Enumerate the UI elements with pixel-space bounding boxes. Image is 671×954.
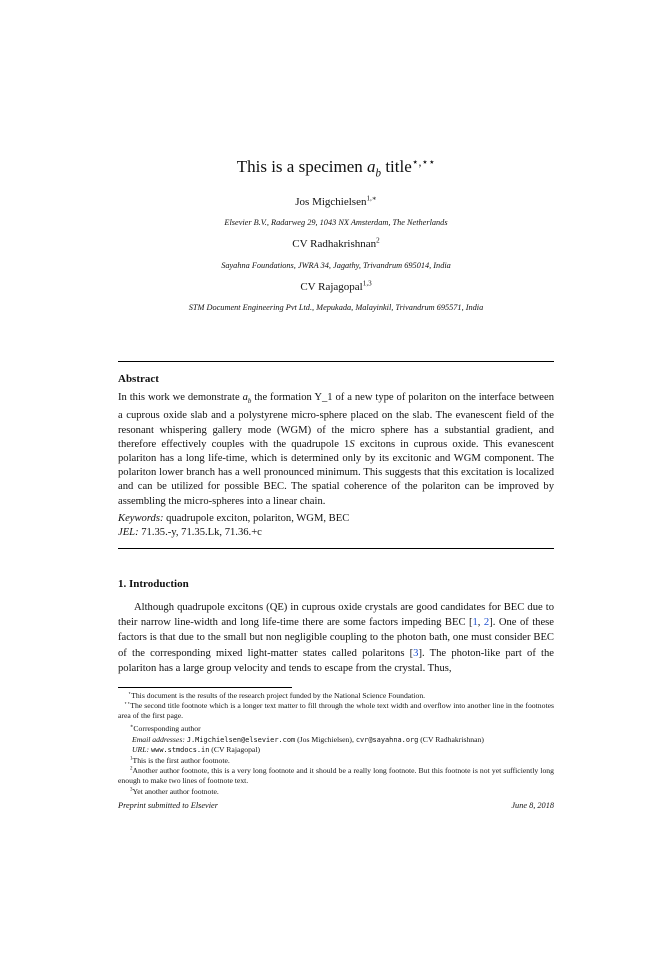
email-link[interactable]: J.Migchielsen@elsevier.com: [186, 736, 296, 744]
footnote: ⋆This document is the results of the research project funded by the National Science Foundation.: [128, 691, 426, 700]
abstract-heading: Abstract: [118, 373, 159, 385]
paper-title: This is a specimen $a_b$ title⋆,⋆⋆: [236, 156, 436, 180]
citation-link[interactable]: 1: [472, 617, 478, 629]
page-footer: [118, 801, 554, 810]
author-name: CV Rajagopal$^{1,3}$: [300, 279, 372, 293]
email-link[interactable]: cvr@sayahna.org: [355, 736, 419, 744]
divider: [118, 548, 554, 549]
author-affiliation: Sayahna Foundations, JWRA 34, Jagathy, Trivandrum 695014, India: [221, 261, 451, 270]
author-name: Jos Migchielsen$^{1,∗}$: [295, 194, 377, 208]
section-heading: 1. Introduction: [118, 578, 189, 590]
divider: [118, 361, 554, 362]
footnote-url: URL: www.stmdocs.in (CV Rajagopal): [132, 745, 261, 754]
footnote-emails: Email addresses: J.Migchielsen@elsevier.com (Jos Migchielsen), cvr@sayahna.org (CV Radhakrishnan): [132, 735, 484, 744]
footnote-rule: [118, 687, 292, 688]
footer-left: Preprint submitted to Elsevier: [118, 801, 218, 810]
citation-link[interactable]: 2: [483, 617, 490, 629]
citation-link[interactable]: 3: [413, 647, 419, 659]
keywords: Keywords: quadrupole exciton, polariton, WGM, BEC: [118, 513, 350, 524]
footnote: ⋆⋆The second title footnote which is a longer text matter to fill through the whole text width and overflow into another line in the footnotes area of the first page.: [118, 701, 554, 720]
footer-date: June 8, 2018: [511, 801, 554, 810]
footnote: $^3$Yet another author footnote.: [130, 787, 219, 796]
author-name: CV Radhakrishnan$^2$: [292, 236, 380, 250]
footnote: ∗Corresponding author: [130, 724, 201, 733]
footnote: $^2$Another author footnote, this is a very long footnote and it should be a really long footnote. But this footnote is not yet sufficiently long enough to make two lines of footnote text.: [118, 766, 554, 785]
intro-paragraph: Although quadrupole excitons (QE) in cuprous oxide crystals are good candidates for BEC due to their narrow line-width and long life-time there are some factors impeding BEC [1, 2]. One of these factors is that due to the small but non negligible coupling to the photon bath, one must consider BEC of the corresponding mixed light-matter states called polaritons [3]. The photon-like part of the polariton has a large group velocity and tends to escape from the crystal. Thus,: [118, 602, 554, 674]
author-affiliation: Elsevier B.V., Radarweg 29, 1043 NX Amsterdam, The Netherlands: [224, 218, 448, 227]
footnote: $^1$This is the first author footnote.: [130, 756, 230, 765]
author-affiliation: STM Document Engineering Pvt Ltd., Mepukada, Malayinkil, Trivandrum 695571, India: [188, 303, 484, 312]
url-link[interactable]: www.stmdocs.in: [151, 746, 210, 754]
abstract-text: In this work we demonstrate $a_b$ the formation Y_1 of a new type of polariton on the interface between a cuprous oxide slab and a polystyrene micro-sphere placed on the slab. The evanescent field of the resonant whispering gallery mode (WGM) of the micro sphere has a substantial gradient, and therefore effectively couples with the quadrupole 1S excitons in cuprous oxide. This evanescent polariton has a long life-time, which is determined only by its excitonic and WGM component. The polariton lower branch has a well pronounced minimum. This suggests that this excitation is localized and can be utilized for possible BEC. The spatial coherence of the polariton can be improved by assembling the micro-spheres into a linear chain.: [118, 392, 554, 507]
jel-codes: JEL: 71.35.-y, 71.35.Lk, 71.36.+c: [118, 527, 262, 538]
